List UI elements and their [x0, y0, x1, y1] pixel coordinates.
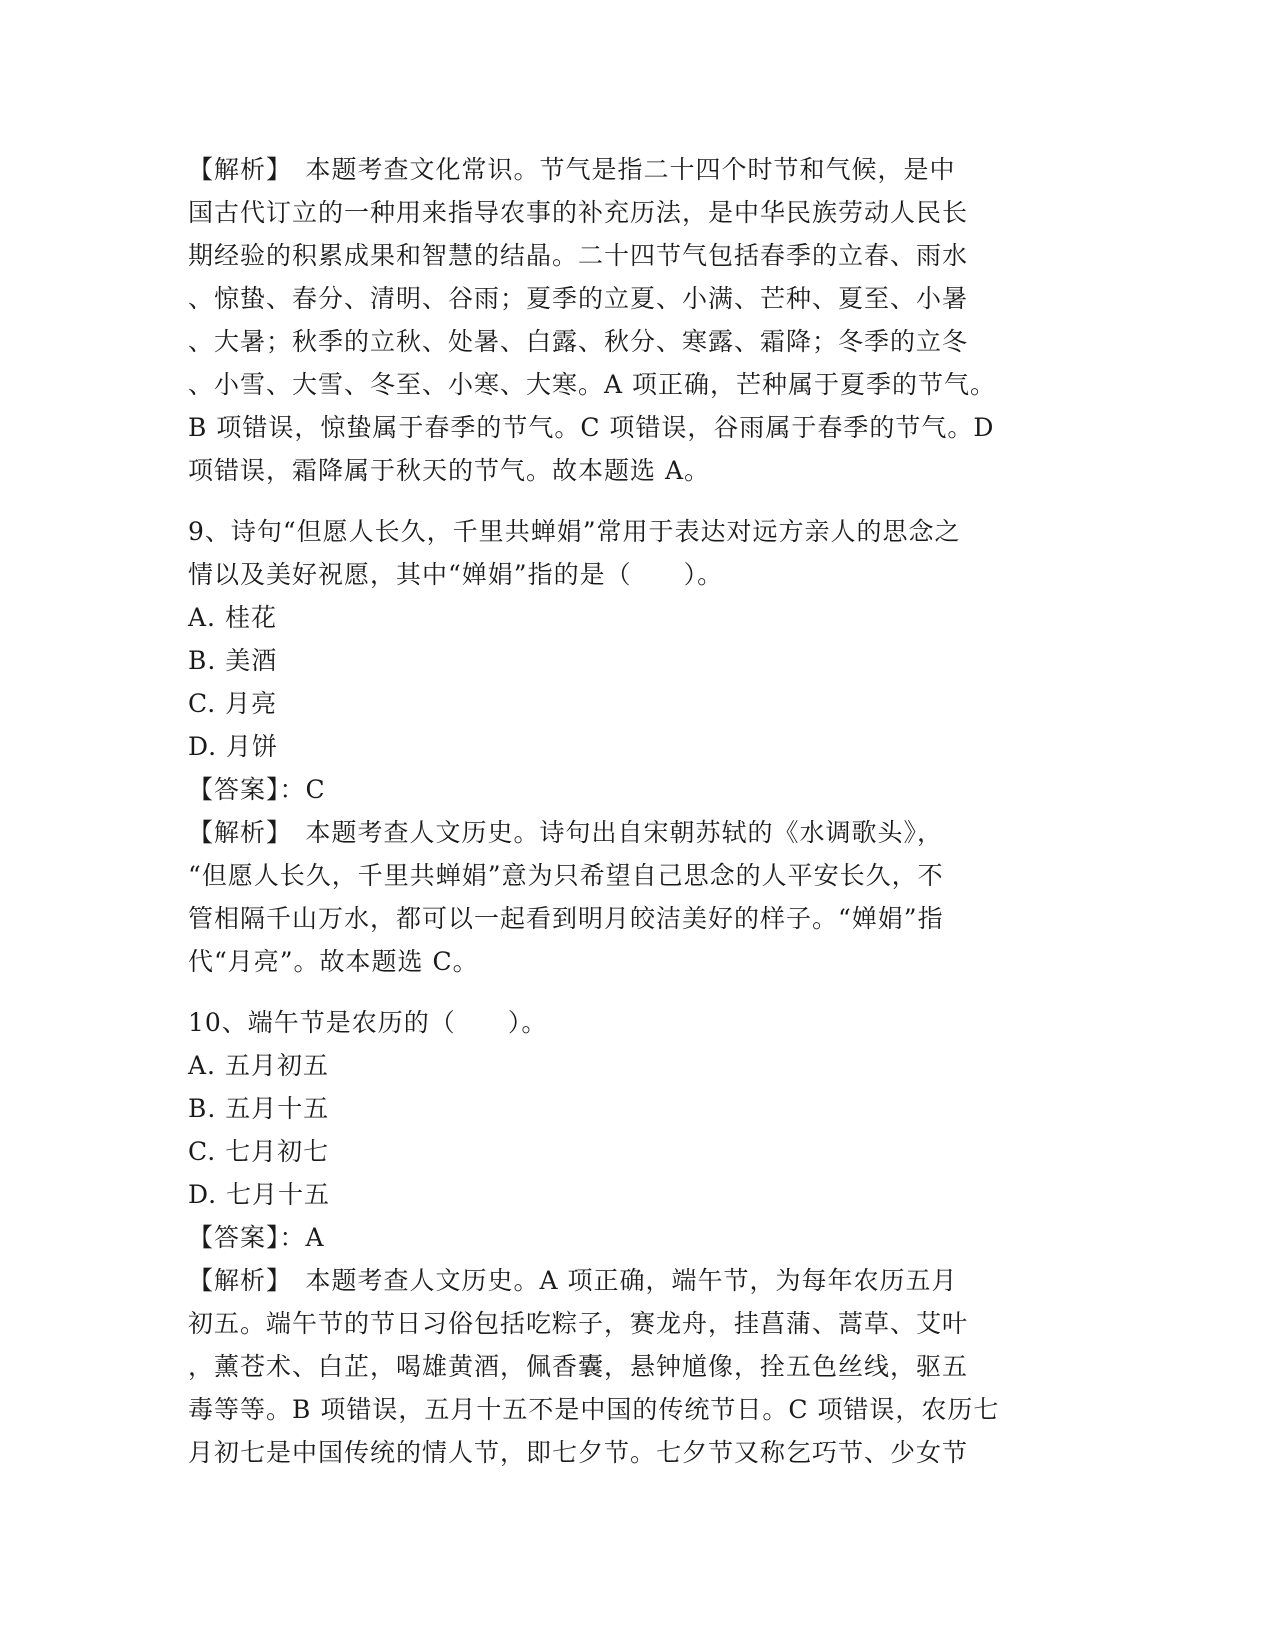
q8-analysis-line: 、小雪、大雪、冬至、小寒、大寒。A 项正确，芒种属于夏季的节气。: [188, 370, 997, 399]
q8-analysis-line: 国古代订立的一种用来指导农事的补充历法，是中华民族劳动人民长: [188, 198, 969, 227]
answer-label: 【答案】：C: [188, 775, 326, 804]
q8-analysis-line: 、惊蛰、春分、清明、谷雨；夏季的立夏、小满、芒种、夏至、小暑: [188, 284, 969, 313]
q8-analysis: [188, 148, 1088, 492]
question-9: [188, 510, 1088, 983]
page-content: [188, 148, 1088, 1474]
option-c: C. 七月初七: [188, 1137, 330, 1166]
option-d: D. 七月十五: [188, 1180, 331, 1209]
q9-analysis-line: 代“月亮”。故本题选 C。: [188, 947, 479, 976]
q8-analysis-line: 项错误，霜降属于秋天的节气。故本题选 A。: [188, 456, 711, 485]
section-gap: [188, 492, 1088, 510]
q10-analysis-line: ，薰苍术、白芷，喝雄黄酒，佩香囊，悬钟馗像，拴五色丝线，驱五: [188, 1352, 969, 1381]
q8-analysis-line: 期经验的积累成果和智慧的结晶。二十四节气包括春季的立春、雨水: [188, 241, 969, 270]
question-10: [188, 1001, 1088, 1474]
q10-analysis-line: 【解析】 本题考查人文历史。A 项正确，端午节，为每年农历五月: [188, 1266, 958, 1295]
q10-analysis-line: 初五。端午节的节日习俗包括吃粽子，赛龙舟，挂菖蒲、蒿草、艾叶: [188, 1309, 969, 1338]
answer-label: 【答案】：A: [188, 1223, 325, 1252]
q10-analysis-line: 毒等等。B 项错误，五月十五不是中国的传统节日。C 项错误，农历七: [188, 1395, 1000, 1424]
q9-analysis-line: “但愿人长久，千里共蝉娟”意为只希望自己思念的人平安长久，不: [188, 861, 944, 890]
option-a: A. 桂花: [188, 603, 277, 632]
q8-analysis-line: 、大暑；秋季的立秋、处暑、白露、秋分、寒露、霜降；冬季的立冬: [188, 327, 969, 356]
question-9-text: 情以及美好祝愿，其中“婵娟”指的是（ ）。: [188, 560, 724, 589]
q9-analysis-line: 【解析】 本题考查人文历史。诗句出自宋朝苏轼的《水调歌头》，: [188, 818, 944, 847]
option-d: D. 月饼: [188, 732, 279, 761]
question-10-text: 10、端午节是农历的（ ）。: [188, 1008, 548, 1037]
option-c: C. 月亮: [188, 689, 278, 718]
q9-analysis-line: 管相隔千山万水，都可以一起看到明月皎洁美好的样子。“婵娟”指: [188, 904, 944, 933]
option-b: B. 五月十五: [188, 1094, 330, 1123]
section-gap: [188, 983, 1088, 1001]
q8-analysis-line: B 项错误，惊蛰属于春季的节气。C 项错误，谷雨属于春季的节气。D: [188, 413, 995, 442]
question-9-text: 9、诗句“但愿人长久，千里共蝉娟”常用于表达对远方亲人的思念之: [188, 517, 961, 546]
option-a: A. 五月初五: [188, 1051, 329, 1080]
option-b: B. 美酒: [188, 646, 278, 675]
q8-analysis-line: 【解析】 本题考查文化常识。节气是指二十四个时节和气候，是中: [188, 155, 956, 184]
q10-analysis-line: 月初七是中国传统的情人节，即七夕节。七夕节又称乞巧节、少女节: [188, 1438, 969, 1467]
